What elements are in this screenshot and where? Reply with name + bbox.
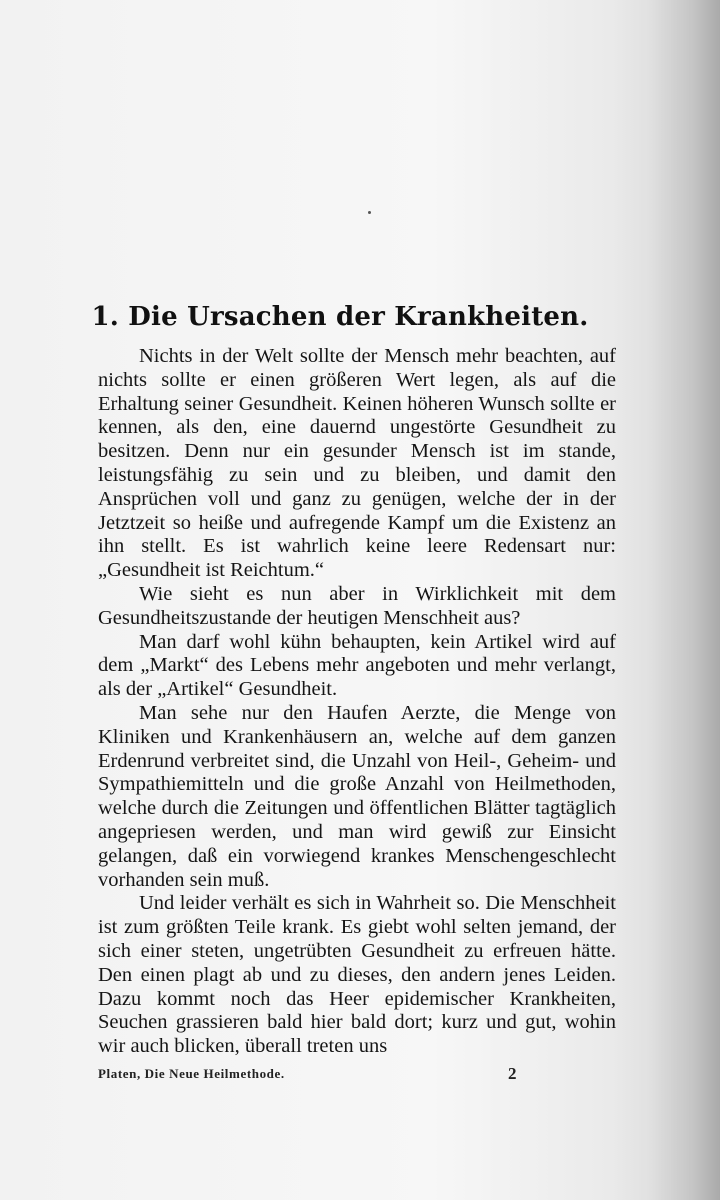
body-text: [98, 345, 616, 1059]
paragraph: Man sehe nur den Haufen Aerzte, die Menge von Kliniken und Krankenhäusern an, welche auf dem ganzen Erdenrund verbreitet sind, die Unzahl von Heil-, Geheim- und Sympathiemitteln und die große Anzahl von Heilmethoden, welche durch die Zeitungen und öffentlichen Blätter tagtäglich angepriesen werden, und man wird gewiß zur Einsicht gelangen, daß ein vorwiegend krankes Menschengeschlecht vorhanden sein muß.: [98, 701, 616, 891]
page-footer: [98, 1066, 538, 1086]
paragraph: Wie sieht es nun aber in Wirklichkeit mit dem Gesundheitszustande der heutigen Menschheit aus?: [98, 582, 616, 629]
paragraph: Nichts in der Welt sollte der Mensch mehr beachten, auf nichts sollte er einen größeren Wert legen, als auf die Erhaltung seiner Gesundheit. Keinen höheren Wunsch sollte er kennen, als den, eine dauernd ungestörte Gesundheit zu besitzen. Denn nur ein gesunder Mensch ist im stande, leistungsfähig zu sein und zu bleiben, und damit den Ansprüchen voll und ganz zu genügen, welche der in der Jetztzeit so heiße und aufregende Kampf um die Existenz an ihn stellt. Es ist wahrlich keine leere Redensart nur: „Gesundheit ist Reichtum.“: [98, 345, 616, 582]
printer-signature: Platen, Die Neue Heilmethode.: [98, 1066, 285, 1081]
signature-number: 2: [508, 1064, 517, 1083]
paper-speck: [368, 211, 371, 214]
paragraph: Man darf wohl kühn behaupten, kein Artikel wird auf dem „Markt“ des Lebens mehr angeboten und mehr verlangt, als der „Artikel“ Gesundheit.: [98, 630, 616, 701]
page-edge-shadow: [650, 0, 720, 1200]
paragraph: Und leider verhält es sich in Wahrheit so. Die Menschheit ist zum größten Teile krank. Es giebt wohl selten jemand, der sich einer steten, ungetrübten Gesundheit zu erfreuen hätte. Den einen plagt ab und zu dieses, den andern jenes Leiden. Dazu kommt noch das Heer epidemischer Krankheiten, Seuchen grassieren bald hier bald dort; kurz und gut, wohin wir auch blicken, überall treten uns: [98, 892, 616, 1058]
chapter-title: 1. Die Ursachen der Krankheiten.: [91, 302, 589, 332]
